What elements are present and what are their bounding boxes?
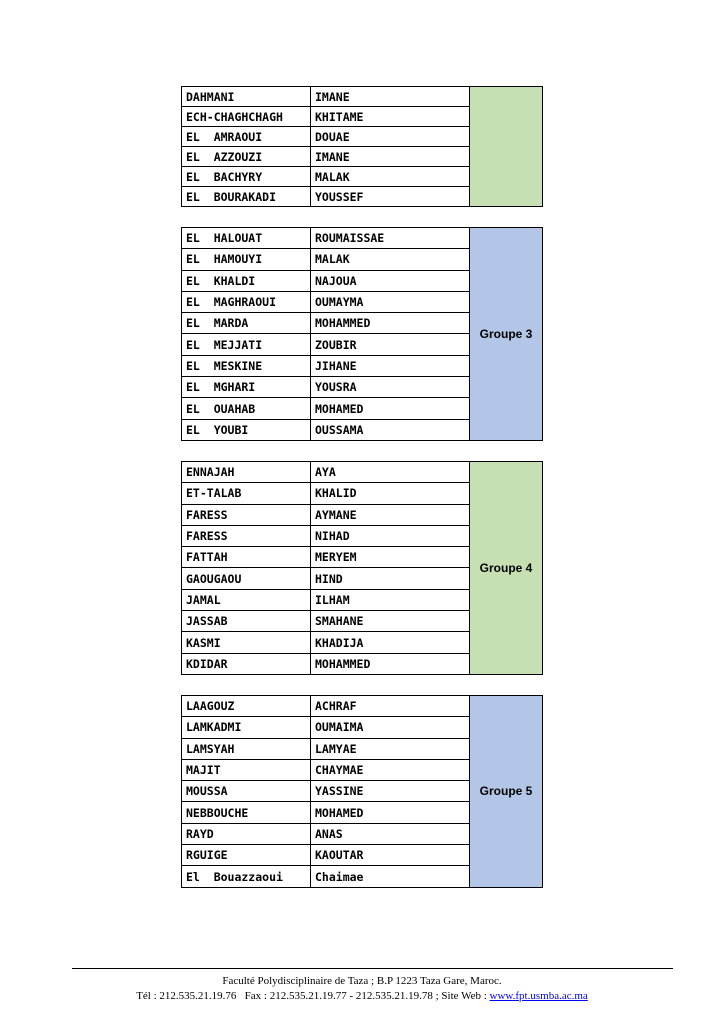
first-name-cell: AYMANE	[311, 505, 470, 526]
last-name-cell: EL AZZOUZI	[182, 147, 311, 167]
last-name-cell: EL YOUBI	[182, 420, 311, 441]
last-name-cell: JAMAL	[182, 590, 311, 611]
footer-contact-text: Tél : 212.535.21.19.76 Fax : 212.535.21.19.77 - 212.535.21.19.78 ; Site Web :	[136, 990, 490, 1002]
last-name-cell: NEBBOUCHE	[182, 802, 311, 823]
first-name-cell: ANAS	[311, 824, 470, 845]
group-label-cell: Groupe 5	[470, 696, 543, 888]
first-name-cell: KHITAME	[311, 107, 470, 127]
last-name-cell: KASMI	[182, 632, 311, 653]
last-name-cell: RGUIGE	[182, 845, 311, 866]
first-name-cell: ACHRAF	[311, 696, 470, 717]
last-name-cell: EL MGHARI	[182, 377, 311, 398]
first-name-cell: JIHANE	[311, 356, 470, 377]
first-name-cell: KHALID	[311, 483, 470, 504]
group-table-continued	[181, 86, 543, 207]
first-name-cell: CHAYMAE	[311, 760, 470, 781]
last-name-cell: EL AMRAOUI	[182, 127, 311, 147]
last-name-cell: FATTAH	[182, 547, 311, 568]
first-name-cell: MERYEM	[311, 547, 470, 568]
last-name-cell: FARESS	[182, 526, 311, 547]
last-name-cell: LAMSYAH	[182, 739, 311, 760]
last-name-cell: KDIDAR	[182, 654, 311, 675]
last-name-cell: JASSAB	[182, 611, 311, 632]
last-name-cell: MAJIT	[182, 760, 311, 781]
first-name-cell: MOHAMMED	[311, 313, 470, 334]
first-name-cell: ZOUBIR	[311, 334, 470, 355]
first-name-cell: MALAK	[311, 167, 470, 187]
first-name-cell: OUSSAMA	[311, 420, 470, 441]
group-label-cell	[470, 87, 543, 207]
first-name-cell: YOUSRA	[311, 377, 470, 398]
first-name-cell: IMANE	[311, 147, 470, 167]
last-name-cell: EL OUAHAB	[182, 398, 311, 419]
footer-contact	[0, 990, 724, 1002]
last-name-cell: GAOUGAOU	[182, 568, 311, 589]
first-name-cell: MALAK	[311, 249, 470, 270]
last-name-cell: MOUSSA	[182, 781, 311, 802]
last-name-cell: DAHMANI	[182, 87, 311, 107]
last-name-cell: RAYD	[182, 824, 311, 845]
footer-address: Faculté Polydisciplinaire de Taza ; B.P 1223 Taza Gare, Maroc.	[222, 975, 502, 987]
footer-divider	[72, 968, 673, 969]
last-name-cell: EL HALOUAT	[182, 228, 311, 249]
first-name-cell: MOHAMED	[311, 802, 470, 823]
footer-website-link[interactable]: www.fpt.usmba.ac.ma	[489, 990, 588, 1002]
last-name-cell: El Bouazzaoui	[182, 866, 311, 887]
last-name-cell: ECH-CHAGHCHAGH	[182, 107, 311, 127]
first-name-cell: AYA	[311, 462, 470, 483]
first-name-cell: NAJOUA	[311, 271, 470, 292]
last-name-cell: EL BACHYRY	[182, 167, 311, 187]
first-name-cell: OUMAIMA	[311, 717, 470, 738]
last-name-cell: LAMKADMI	[182, 717, 311, 738]
group-table-5	[181, 695, 543, 888]
last-name-cell: ET-TALAB	[182, 483, 311, 504]
group-table-4	[181, 461, 543, 675]
first-name-cell: Chaimae	[311, 866, 470, 887]
group-label-cell: Groupe 4	[470, 462, 543, 675]
first-name-cell: SMAHANE	[311, 611, 470, 632]
last-name-cell: ENNAJAH	[182, 462, 311, 483]
first-name-cell: MOHAMMED	[311, 654, 470, 675]
last-name-cell: EL MESKINE	[182, 356, 311, 377]
first-name-cell: YOUSSEF	[311, 187, 470, 207]
last-name-cell: EL MAGHRAOUI	[182, 292, 311, 313]
first-name-cell: KAOUTAR	[311, 845, 470, 866]
last-name-cell: EL MEJJATI	[182, 334, 311, 355]
group-table-3	[181, 227, 543, 441]
first-name-cell: NIHAD	[311, 526, 470, 547]
last-name-cell: EL BOURAKADI	[182, 187, 311, 207]
first-name-cell: ROUMAISSAE	[311, 228, 470, 249]
first-name-cell: KHADIJA	[311, 632, 470, 653]
first-name-cell: DOUAE	[311, 127, 470, 147]
first-name-cell: OUMAYMA	[311, 292, 470, 313]
first-name-cell: ILHAM	[311, 590, 470, 611]
first-name-cell: IMANE	[311, 87, 470, 107]
first-name-cell: YASSINE	[311, 781, 470, 802]
group-label-cell: Groupe 3	[470, 228, 543, 441]
last-name-cell: EL MARDA	[182, 313, 311, 334]
last-name-cell: EL HAMOUYI	[182, 249, 311, 270]
last-name-cell: FARESS	[182, 505, 311, 526]
first-name-cell: LAMYAE	[311, 739, 470, 760]
first-name-cell: MOHAMED	[311, 398, 470, 419]
last-name-cell: LAAGOUZ	[182, 696, 311, 717]
first-name-cell: HIND	[311, 568, 470, 589]
last-name-cell: EL KHALDI	[182, 271, 311, 292]
